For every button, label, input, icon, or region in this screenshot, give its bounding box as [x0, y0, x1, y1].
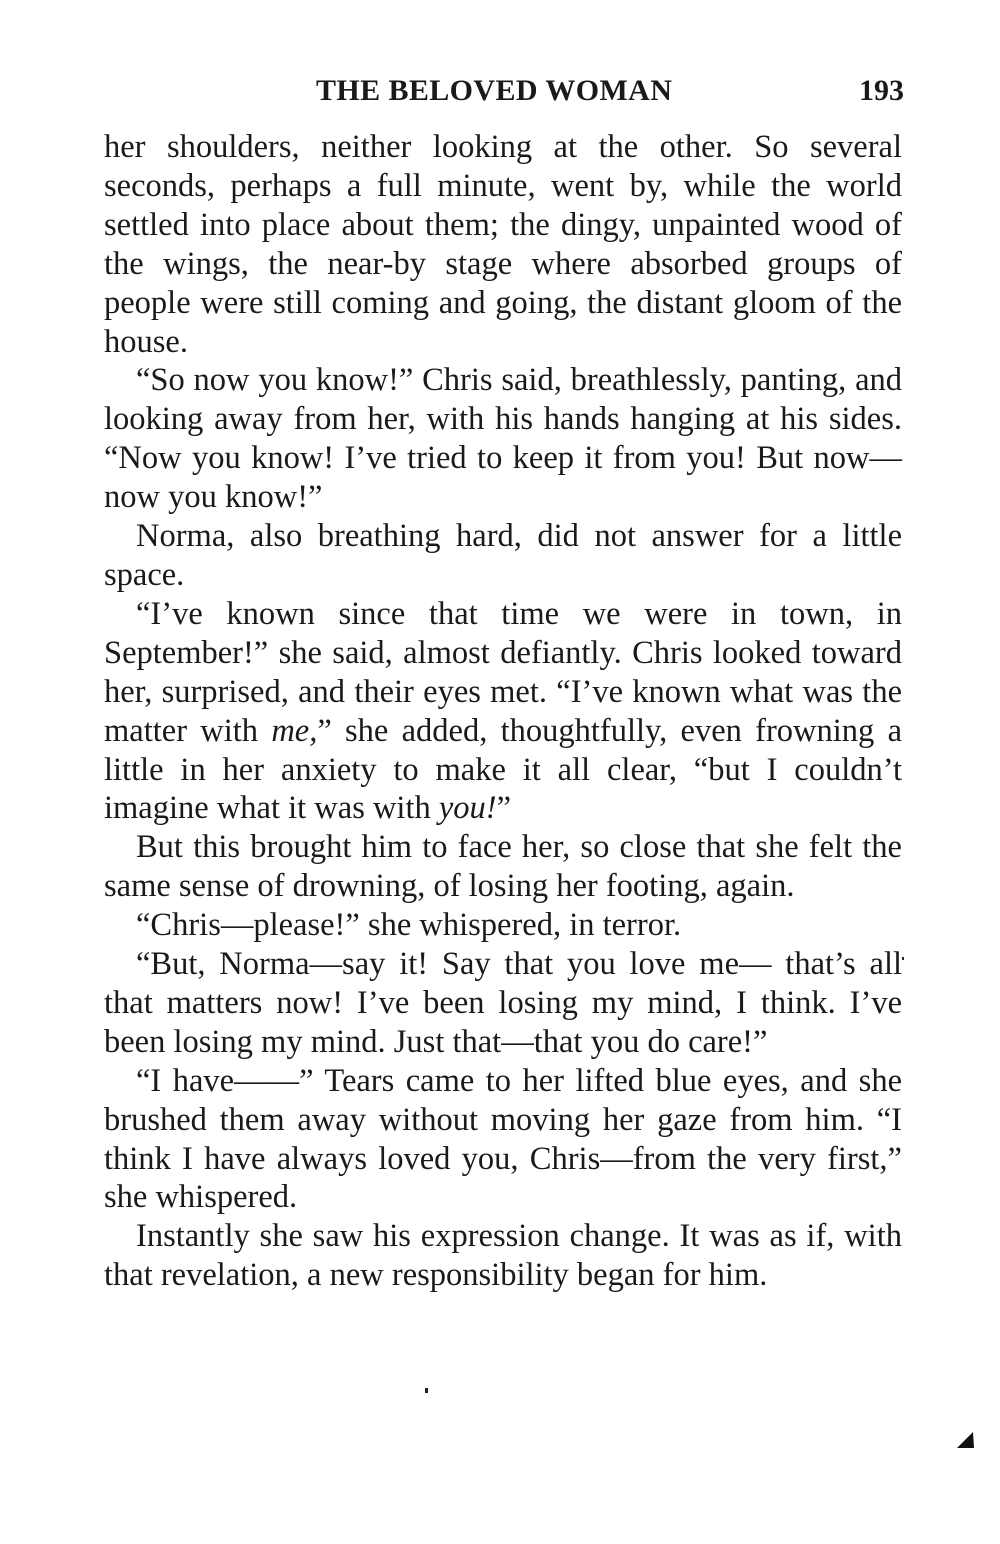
paragraph-text: “Chris—please!” she whispered, in terror. — [136, 907, 682, 944]
paragraph — [104, 128, 902, 361]
paragraph — [104, 595, 902, 828]
paragraph — [104, 945, 902, 1062]
paragraph-emphasis: me, — [271, 712, 318, 749]
paragraph — [104, 361, 902, 517]
running-head — [104, 74, 904, 114]
paragraph-emphasis: you! — [438, 790, 497, 827]
paragraph — [104, 1217, 902, 1295]
scan-speck — [902, 957, 904, 960]
scan-corner-mark — [955, 1428, 977, 1450]
paragraph-text: Instantly she saw his expression change. It was as if, with that revelation, a new responsibility began for him. — [104, 1218, 902, 1294]
paragraph-text: But this brought him to face her, so close that she felt the same sense of drowning, of losing her footing, again. — [104, 829, 902, 905]
running-title: THE BELOVED WOMAN — [316, 74, 673, 107]
paragraph-text: “So now you know!” Chris said, breathlessly, panting, and looking away from her, with his hands hanging at his sides. “Now you know! I’ve tried to keep it from you! But now—now you know!” — [104, 362, 902, 516]
paragraph — [104, 517, 902, 595]
paragraph-text: “I have——” Tears came to her lifted blue eyes, and she brushed them away without moving her gaze from him. “I think I have always loved you, Chris—from the very first,” she whispered. — [104, 1062, 902, 1216]
paragraph — [104, 1062, 902, 1218]
paragraph-text: ” — [496, 790, 512, 827]
paragraph — [104, 828, 902, 906]
page-number: 193 — [859, 74, 904, 107]
paragraph — [104, 906, 902, 945]
scan-speck — [425, 1388, 428, 1393]
body-text — [104, 128, 902, 1295]
paragraph-text: her shoulders, neither looking at the other. So several seconds, perhaps a full minute, went by, while the world settled into place about them; the dingy, unpainted wood of the wings, the near-by stage where absorbed groups of people were still coming and going, the distant gloom of the house. — [104, 129, 902, 360]
paragraph-text: Norma, also breathing hard, did not answer for a little space. — [104, 518, 902, 593]
paragraph-text: “But, Norma—say it! Say that you love me— that’s all that matters now! I’ve been losing my mind, I think. I’ve been losing my mind. Just that—that you do care!” — [104, 946, 902, 1060]
paragraph-text: ” she added, thoughtfully, even frowning a little in her anxiety to make it all clear, “but I couldn’t imagine what it was with — [104, 712, 902, 827]
paragraph-text: “I’ve known since that time we were in town, in September!” she said, almost defiantly. Chris looked toward her, surprised, and their eyes met. “I’ve known what was the matter with — [104, 595, 902, 749]
